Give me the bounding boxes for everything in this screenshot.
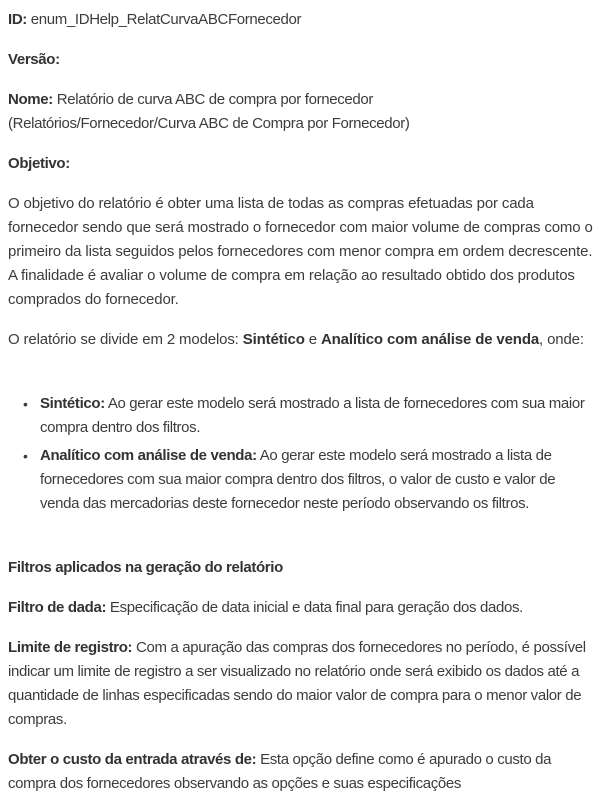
version-label: Versão: <box>8 51 60 68</box>
version-line <box>8 48 594 72</box>
name-value: Relatório de curva ABC de compra por fornecedor <box>56 91 373 108</box>
bullet-icon: • <box>23 448 28 464</box>
list-item: • Analítico com análise de venda: Ao gerar este modelo será mostrado a lista de fornecedores com sua maior compra dentro dos filtros, o valor de custo e valor de venda das mercadorias deste fornecedor neste período observando os filtros. <box>8 444 594 516</box>
id-value: enum_IDHelp_RelatCurvaABCFornecedor <box>30 11 302 28</box>
model-sintetico: Sintético <box>242 331 305 348</box>
objective-heading: Objetivo: <box>8 155 70 172</box>
name-label: Nome: <box>8 91 53 108</box>
models-list <box>8 392 594 520</box>
filters-heading: Filtros aplicados na geração do relatório <box>8 559 283 576</box>
id-line <box>8 8 594 32</box>
models-intro: O relatório se divide em 2 modelos: Sintético e Analítico com análise de venda, onde: <box>8 331 584 348</box>
list-item: • Sintético: Ao gerar este modelo será mostrado a lista de fornecedores com sua maior compra dentro dos filtros. <box>8 392 594 440</box>
menu-path: (Relatórios/Fornecedor/Curva ABC de Compra por Fornecedor) <box>8 115 410 132</box>
id-label: ID: <box>8 11 27 28</box>
model-analitico: Analítico com análise de venda <box>320 331 540 348</box>
name-line <box>8 88 594 136</box>
objective-paragraph: O objetivo do relatório é obter uma lista de todas as compras efetuadas por cada fornecedor sendo que será mostrado o fornecedor com maior volume de compras como o primeiro da lista seguidos pelos fornecedores com menor compra em ordem decrescente. A finalidade é avaliar o volume de compra em relação ao resultado obtido dos produtos comprados do fornecedor. <box>8 195 593 308</box>
filter-date: Filtro de dada: Especificação de data inicial e data final para geração dos dados. <box>8 599 523 616</box>
filter-entry-cost: Obter o custo da entrada através de: Esta opção define como é apurado o custo da compra dos fornecedores observando as opções e suas especificações <box>8 751 552 792</box>
filter-record-limit: Limite de registro: Com a apuração das compras dos fornecedores no período, é possível indicar um limite de registro a ser visualizado no relatório onde será exibido os dados até a quantidade de linhas especificadas sendo do maior valor de compra para o menor valor de compras. <box>8 639 586 728</box>
bullet-icon: • <box>23 396 28 412</box>
